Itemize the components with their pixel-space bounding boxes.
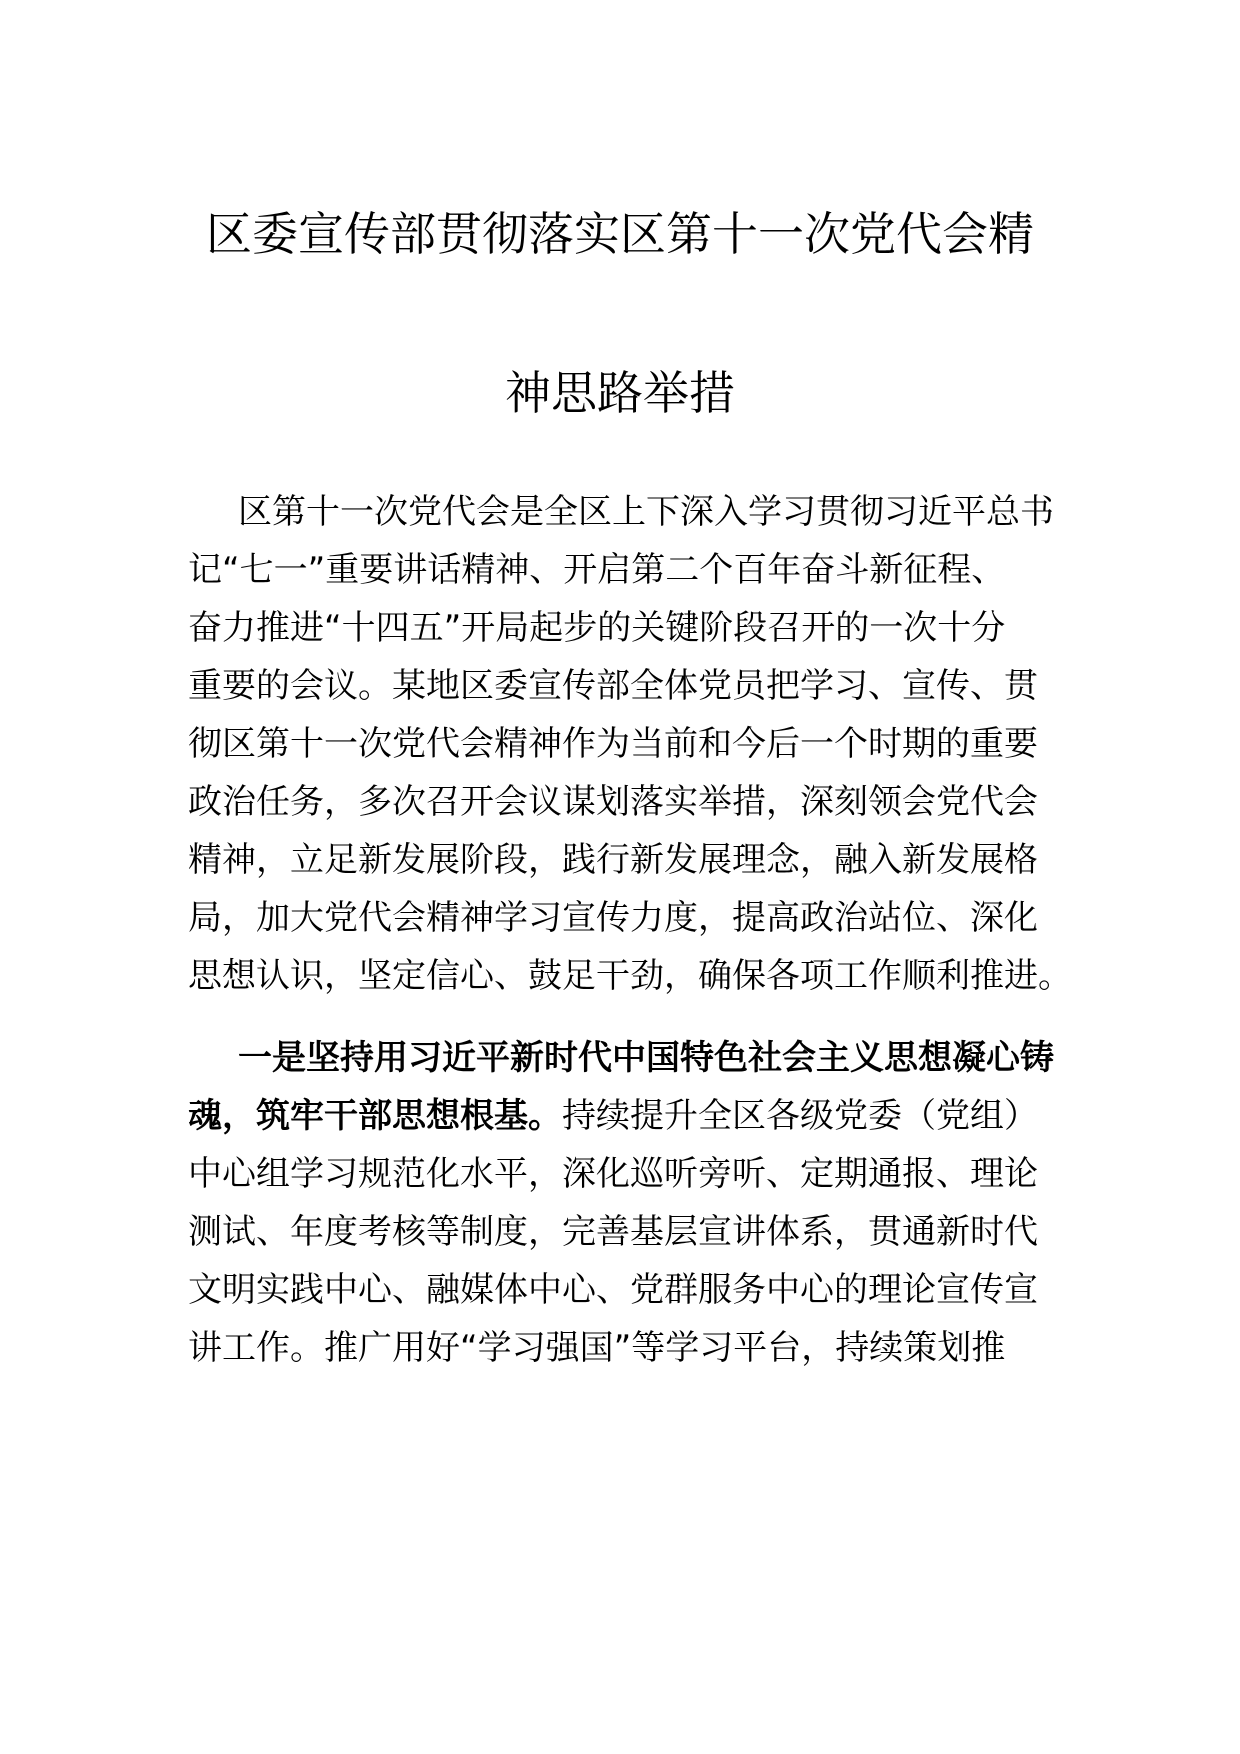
paragraph-line: 讲工作。推广用好“学习强国”等学习平台，持续策划推	[188, 1328, 1006, 1368]
paragraph-line: 政治任务，多次召开会议谋划落实举措，深刻领会党代会	[188, 782, 1038, 822]
paragraph-line: 彻区第十一次党代会精神作为当前和今后一个时期的重要	[188, 724, 1038, 764]
paragraph-line: 记“七一”重要讲话精神、开启第二个百年奋斗新征程、	[188, 550, 1006, 590]
section-heading-line: 魂，筑牢干部思想根基。	[188, 1096, 562, 1136]
section-heading-line: 一是坚持用习近平新时代中国特色社会主义思想凝心铸	[238, 1038, 1054, 1078]
title-line: 神思路举措	[505, 366, 735, 420]
paragraph-line: 局，加大党代会精神学习宣传力度，提高政治站位、深化	[188, 898, 1038, 938]
paragraph-text: 持续提升全区各级党委（党组）	[562, 1096, 1038, 1136]
paragraph-line: 中心组学习规范化水平，深化巡听旁听、定期通报、理论	[188, 1154, 1038, 1194]
paragraph-line	[188, 1094, 1038, 1138]
paragraph-line: 精神，立足新发展阶段，践行新发展理念，融入新发展格	[188, 840, 1038, 880]
paragraph-line: 测试、年度考核等制度，完善基层宣讲体系，贯通新时代	[188, 1212, 1038, 1252]
paragraph-line: 思想认识，坚定信心、鼓足干劲，确保各项工作顺利推进。	[188, 956, 1072, 996]
paragraph-line: 文明实践中心、融媒体中心、党群服务中心的理论宣传宣	[188, 1270, 1038, 1310]
title-line: 区委宣传部贯彻落实区第十一次党代会精	[206, 207, 1034, 261]
paragraph-line: 重要的会议。某地区委宣传部全体党员把学习、宣传、贯	[188, 666, 1038, 706]
paragraph-line: 区第十一次党代会是全区上下深入学习贯彻习近平总书	[238, 492, 1054, 532]
paragraph-line: 奋力推进“十四五”开局起步的关键阶段召开的一次十分	[188, 608, 1006, 648]
